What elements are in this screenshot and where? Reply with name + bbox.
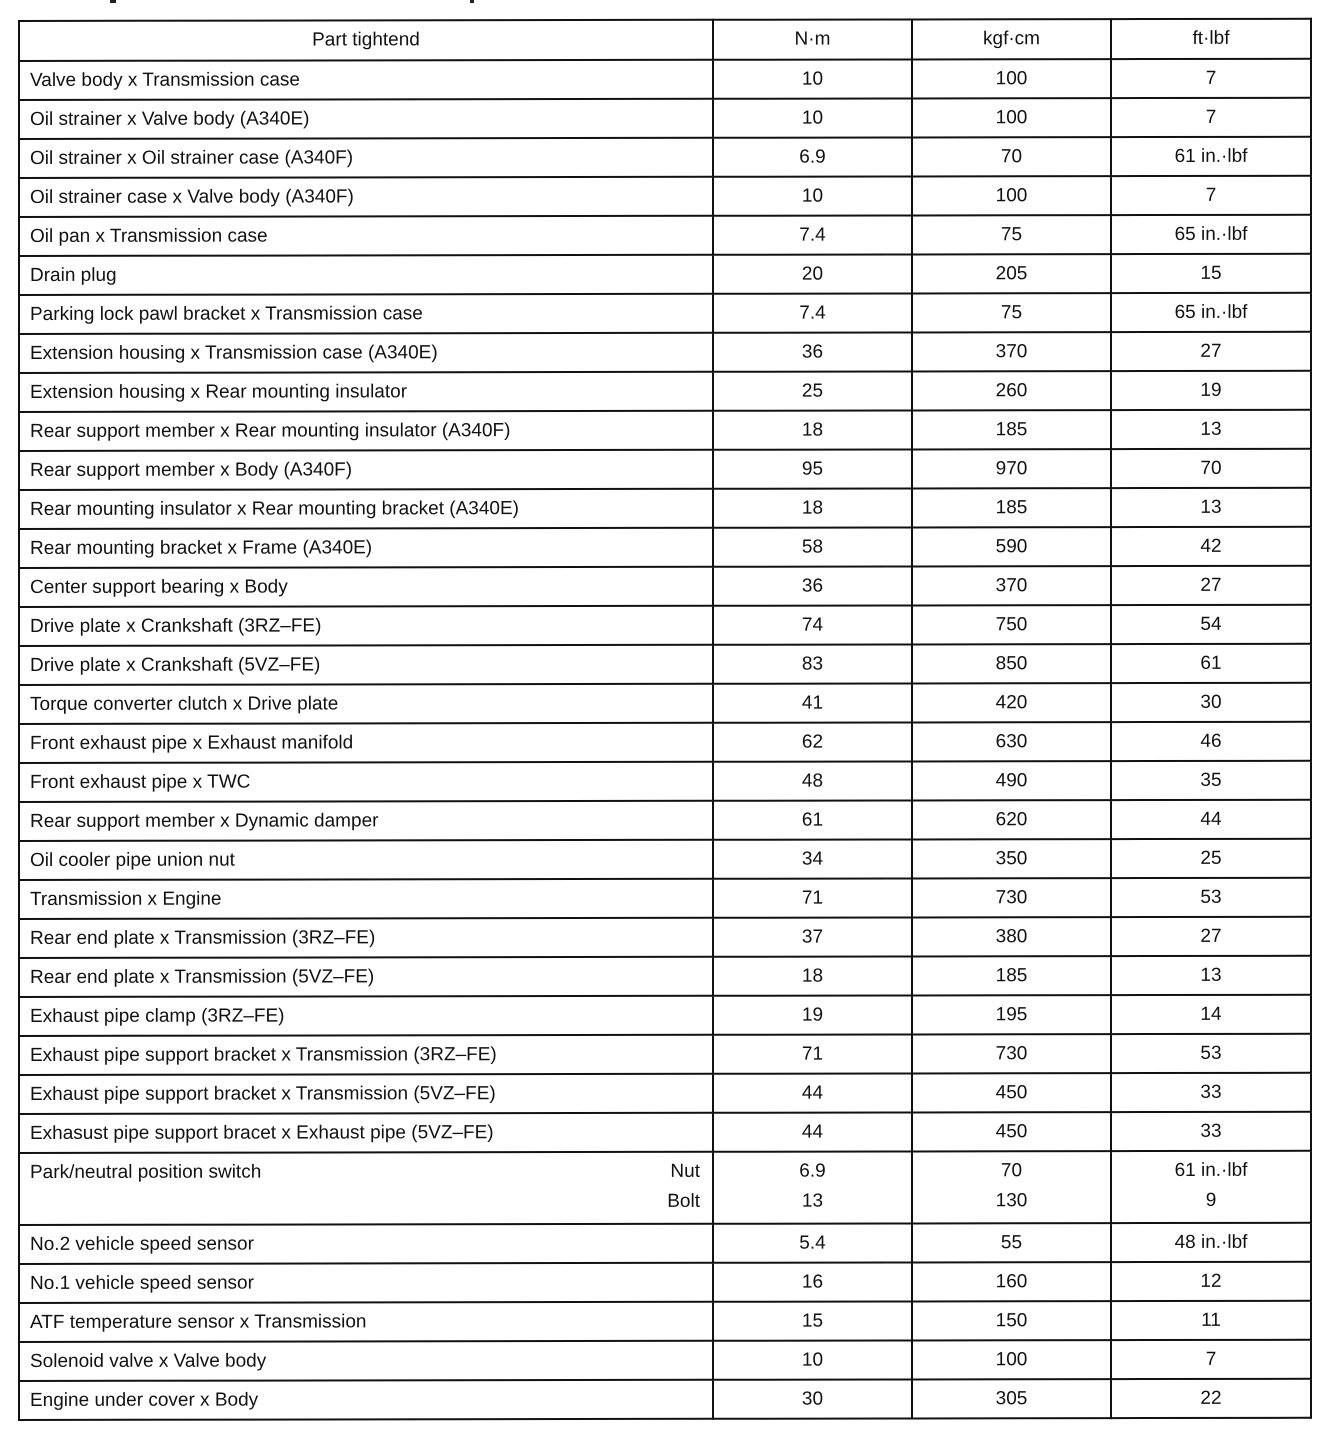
pnp-nm-cell <box>713 1151 912 1223</box>
part-cell: Engine under cover x Body <box>19 1380 713 1420</box>
table-row <box>19 605 1311 646</box>
table-row <box>19 1340 1311 1381</box>
table-row <box>19 1379 1311 1420</box>
nm-cell: 34 <box>713 839 912 878</box>
ft-cell: 25 <box>1111 839 1311 878</box>
kgf-cell: 970 <box>912 449 1111 488</box>
nm-cell: 30 <box>713 1379 912 1418</box>
table-body-tail <box>19 1223 1311 1420</box>
table-row <box>19 332 1311 373</box>
header-part: Part tightend <box>19 20 713 61</box>
pnp-nut-nm: 6.9 <box>799 1160 826 1182</box>
part-cell: Rear mounting insulator x Rear mounting bracket (A340E) <box>19 489 713 529</box>
part-cell: Oil pan x Transmission case <box>19 216 713 256</box>
nm-cell: 95 <box>713 449 912 488</box>
nm-cell: 15 <box>713 1301 912 1340</box>
table-row <box>19 1223 1311 1264</box>
nm-cell: 10 <box>713 98 912 137</box>
table-row <box>19 917 1311 958</box>
table-row <box>19 1034 1311 1075</box>
torque-spec-table <box>18 18 1312 1421</box>
table-row <box>19 956 1311 997</box>
part-cell: Oil strainer case x Valve body (A340F) <box>19 177 713 217</box>
pnp-part-cell <box>19 1152 713 1225</box>
ft-cell: 15 <box>1111 254 1311 293</box>
pnp-bolt-label: Bolt <box>667 1190 700 1212</box>
table-row <box>19 410 1311 451</box>
nm-cell: 19 <box>713 995 912 1034</box>
kgf-cell: 195 <box>912 995 1111 1034</box>
ft-cell: 53 <box>1111 878 1311 917</box>
table-row <box>19 488 1311 529</box>
kgf-cell: 750 <box>912 605 1111 644</box>
ft-cell: 42 <box>1111 527 1311 566</box>
table-row <box>19 176 1311 217</box>
kgf-cell: 370 <box>912 566 1111 605</box>
table-row <box>19 215 1311 256</box>
kgf-cell: 620 <box>912 800 1111 839</box>
table-body-pnp <box>19 1151 1311 1225</box>
kgf-cell: 730 <box>912 1034 1111 1073</box>
ft-cell: 27 <box>1111 566 1311 605</box>
ft-cell: 44 <box>1111 800 1311 839</box>
part-cell: Extension housing x Transmission case (A340E) <box>19 333 713 373</box>
part-cell: Exhaust pipe clamp (3RZ–FE) <box>19 996 713 1036</box>
ft-cell: 14 <box>1111 995 1311 1034</box>
table-row <box>19 722 1311 763</box>
kgf-cell: 450 <box>912 1112 1111 1151</box>
part-cell: Drive plate x Crankshaft (5VZ–FE) <box>19 645 713 685</box>
ft-cell: 13 <box>1111 488 1311 527</box>
table-body-main <box>19 59 1311 1153</box>
part-cell: Solenoid valve x Valve body <box>19 1341 713 1381</box>
table-row <box>19 527 1311 568</box>
ft-cell: 46 <box>1111 722 1311 761</box>
kgf-cell: 150 <box>912 1301 1111 1340</box>
kgf-cell: 350 <box>912 839 1111 878</box>
nm-cell: 18 <box>713 956 912 995</box>
part-cell: Exhasust pipe support bracet x Exhaust pipe (5VZ–FE) <box>19 1113 713 1153</box>
pnp-kgf-cell <box>912 1151 1111 1223</box>
part-cell: Rear end plate x Transmission (3RZ–FE) <box>19 918 713 958</box>
part-cell: Rear support member x Dynamic damper <box>19 801 713 841</box>
table-row <box>19 1073 1311 1114</box>
table-row <box>19 1301 1311 1342</box>
pnp-nut-ft: 61 in.·lbf <box>1174 1159 1248 1181</box>
part-cell: Rear mounting bracket x Frame (A340E) <box>19 528 713 568</box>
ft-cell: 7 <box>1111 98 1311 137</box>
ft-cell: 65 in.·lbf <box>1111 215 1311 254</box>
kgf-cell: 100 <box>912 1340 1111 1379</box>
nm-cell: 5.4 <box>713 1223 912 1262</box>
part-cell: Center support bearing x Body <box>19 567 713 607</box>
part-cell: No.1 vehicle speed sensor <box>19 1263 713 1303</box>
pnp-nut-kgf: 70 <box>1000 1160 1023 1182</box>
nm-cell: 71 <box>713 1034 912 1073</box>
ft-cell: 19 <box>1111 371 1311 410</box>
part-cell: Oil cooler pipe union nut <box>19 840 713 880</box>
kgf-cell: 100 <box>912 98 1111 137</box>
nm-cell: 44 <box>713 1112 912 1151</box>
kgf-cell: 55 <box>912 1223 1111 1262</box>
ft-cell: 65 in.·lbf <box>1111 293 1311 332</box>
ft-cell: 33 <box>1111 1073 1311 1112</box>
pnp-nut-label: Nut <box>670 1160 700 1182</box>
nm-cell: 6.9 <box>713 137 912 176</box>
nm-cell: 25 <box>713 371 912 410</box>
ft-cell: 13 <box>1111 956 1311 995</box>
ft-cell: 22 <box>1111 1379 1311 1418</box>
part-cell: ATF temperature sensor x Transmission <box>19 1302 713 1342</box>
table-row <box>19 59 1311 100</box>
nm-cell: 36 <box>713 566 912 605</box>
ft-cell: 11 <box>1111 1301 1311 1340</box>
ft-cell: 54 <box>1111 605 1311 644</box>
nm-cell: 7.4 <box>713 215 912 254</box>
kgf-cell: 490 <box>912 761 1111 800</box>
part-cell: Rear end plate x Transmission (5VZ–FE) <box>19 957 713 997</box>
kgf-cell: 380 <box>912 917 1111 956</box>
ft-cell: 7 <box>1111 59 1311 98</box>
ft-cell: 27 <box>1111 917 1311 956</box>
kgf-cell: 450 <box>912 1073 1111 1112</box>
part-cell: Oil strainer x Valve body (A340E) <box>19 99 713 139</box>
ft-cell: 7 <box>1111 176 1311 215</box>
table-row <box>19 371 1311 412</box>
table-row <box>19 98 1311 139</box>
nm-cell: 61 <box>713 800 912 839</box>
header-nm: N·m <box>713 19 912 59</box>
kgf-cell: 260 <box>912 371 1111 410</box>
table-row <box>19 800 1311 841</box>
ft-cell: 33 <box>1111 1112 1311 1151</box>
nm-cell: 41 <box>713 683 912 722</box>
nm-cell: 58 <box>713 527 912 566</box>
table-row <box>19 995 1311 1036</box>
nm-cell: 10 <box>713 59 912 98</box>
kgf-cell: 185 <box>912 488 1111 527</box>
nm-cell: 18 <box>713 410 912 449</box>
kgf-cell: 630 <box>912 722 1111 761</box>
table-row <box>19 761 1311 802</box>
cropped-heading-fragment <box>0 0 1344 8</box>
table-row <box>19 293 1311 334</box>
part-cell: Rear support member x Body (A340F) <box>19 450 713 490</box>
table-row <box>19 644 1311 685</box>
table-row <box>19 137 1311 178</box>
kgf-cell: 850 <box>912 644 1111 683</box>
part-cell: Front exhaust pipe x Exhaust manifold <box>19 723 713 763</box>
pnp-bolt-nm: 13 <box>801 1190 824 1212</box>
part-cell: Exhaust pipe support bracket x Transmission (5VZ–FE) <box>19 1074 713 1114</box>
kgf-cell: 420 <box>912 683 1111 722</box>
kgf-cell: 100 <box>912 176 1111 215</box>
header-ft: ft·lbf <box>1111 19 1311 59</box>
ft-cell: 61 <box>1111 644 1311 683</box>
kgf-cell: 160 <box>912 1262 1111 1301</box>
nm-cell: 16 <box>713 1262 912 1301</box>
part-cell: Drive plate x Crankshaft (3RZ–FE) <box>19 606 713 646</box>
kgf-cell: 185 <box>912 956 1111 995</box>
ft-cell: 27 <box>1111 332 1311 371</box>
part-cell: No.2 vehicle speed sensor <box>19 1224 713 1264</box>
table-row <box>19 566 1311 607</box>
part-cell: Extension housing x Rear mounting insulator <box>19 372 713 412</box>
nm-cell: 36 <box>713 332 912 371</box>
kgf-cell: 185 <box>912 410 1111 449</box>
nm-cell: 62 <box>713 722 912 761</box>
kgf-cell: 75 <box>912 215 1111 254</box>
part-cell: Oil strainer x Oil strainer case (A340F) <box>19 138 713 178</box>
ft-cell: 13 <box>1111 410 1311 449</box>
nm-cell: 20 <box>713 254 912 293</box>
part-cell: Torque converter clutch x Drive plate <box>19 684 713 724</box>
table-row <box>19 878 1311 919</box>
table-row <box>19 449 1311 490</box>
ft-cell: 61 in.·lbf <box>1111 137 1311 176</box>
table-header-row <box>19 19 1311 61</box>
nm-cell: 74 <box>713 605 912 644</box>
kgf-cell: 370 <box>912 332 1111 371</box>
pnp-bolt-ft: 9 <box>1205 1189 1217 1211</box>
ft-cell: 70 <box>1111 449 1311 488</box>
table-row <box>19 1262 1311 1303</box>
kgf-cell: 730 <box>912 878 1111 917</box>
part-cell: Front exhaust pipe x TWC <box>19 762 713 802</box>
kgf-cell: 590 <box>912 527 1111 566</box>
part-cell: Parking lock pawl bracket x Transmission case <box>19 294 713 334</box>
kgf-cell: 70 <box>912 137 1111 176</box>
kgf-cell: 100 <box>912 59 1111 98</box>
table-row <box>19 683 1311 724</box>
nm-cell: 44 <box>713 1073 912 1112</box>
nm-cell: 7.4 <box>713 293 912 332</box>
nm-cell: 83 <box>713 644 912 683</box>
nm-cell: 18 <box>713 488 912 527</box>
pnp-bolt-kgf: 130 <box>995 1190 1028 1212</box>
ft-cell: 53 <box>1111 1034 1311 1073</box>
kgf-cell: 305 <box>912 1379 1111 1418</box>
part-cell: Exhaust pipe support bracket x Transmission (3RZ–FE) <box>19 1035 713 1075</box>
part-cell: Rear support member x Rear mounting insulator (A340F) <box>19 411 713 451</box>
ft-cell: 30 <box>1111 683 1311 722</box>
part-cell: Valve body x Transmission case <box>19 60 713 100</box>
ft-cell: 48 in.·lbf <box>1111 1223 1311 1262</box>
ft-cell: 12 <box>1111 1262 1311 1301</box>
pnp-part-label: Park/neutral position switch <box>30 1161 262 1183</box>
part-cell: Drain plug <box>19 255 713 295</box>
ft-cell: 7 <box>1111 1340 1311 1379</box>
table-row <box>19 254 1311 295</box>
nm-cell: 37 <box>713 917 912 956</box>
table-row <box>19 1151 1311 1225</box>
nm-cell: 10 <box>713 1340 912 1379</box>
part-cell: Transmission x Engine <box>19 879 713 919</box>
nm-cell: 71 <box>713 878 912 917</box>
nm-cell: 10 <box>713 176 912 215</box>
header-kgf: kgf·cm <box>912 19 1111 59</box>
ft-cell: 35 <box>1111 761 1311 800</box>
pnp-ft-cell <box>1111 1151 1311 1223</box>
kgf-cell: 205 <box>912 254 1111 293</box>
table-row <box>19 839 1311 880</box>
kgf-cell: 75 <box>912 293 1111 332</box>
nm-cell: 48 <box>713 761 912 800</box>
table-row <box>19 1112 1311 1153</box>
